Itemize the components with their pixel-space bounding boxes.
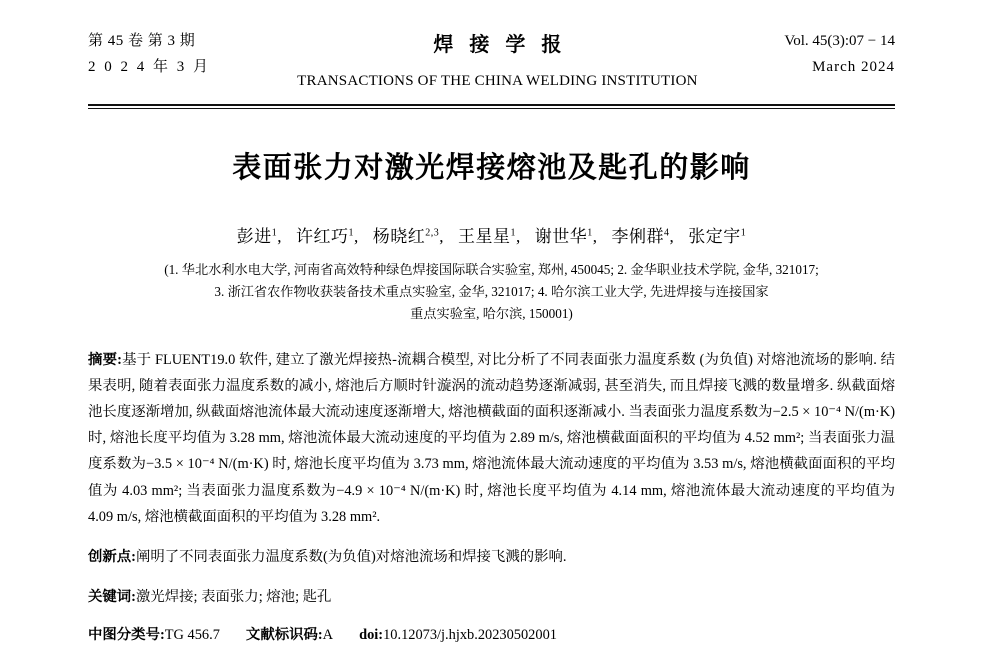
innovation-section (88, 544, 895, 570)
volume-issue: 第 45 卷 第 3 期 (88, 33, 196, 49)
clc-label: 中图分类号: (88, 626, 165, 643)
author-item: 王星星$^1$ (458, 227, 516, 247)
innovation-text: 阐明了不同表面张力温度系数(为负值)对熔池流场和焊接飞溅的影响. (135, 549, 567, 566)
author-item: 谢世华$^1$ (534, 227, 593, 247)
masthead-right (784, 28, 895, 81)
affiliation-line: 重点实验室, 哈尔滨, 150001) (410, 305, 573, 321)
abstract-label: 摘要: (88, 351, 122, 368)
author-item: 杨晓红$^{2,3}$ (372, 227, 440, 247)
page-title: 表面张力对激光焊接熔池及匙孔的影响 (232, 150, 751, 185)
doc-code-value: A (322, 626, 334, 643)
innovation-label: 创新点: (88, 549, 136, 566)
author-item: 许红巧$^1$ (296, 227, 354, 247)
author-item: 彭进$^1$ (236, 227, 278, 247)
abstract-text: 基于 FLUENT19.0 软件, 建立了激光焊接热-流耦合模型, 对比分析了不同表面张力温度系数 (为负值) 对熔池流场的影响. 结果表明, 随着表面张力温度系数的减小, 熔池后方顺时针漩涡的流动趋势逐渐减弱, 甚至消失, 而且焊接飞溅的数量增多. 纵截面熔池长度逐渐增加, 纵截面熔池流体最大流动速度逐渐增大, 熔池横截面的面积逐渐减小. 当表面张力温度系数为−2.5 × 10⁻⁴ N/(m·K) 时, 熔池长度平均值为 3.28 mm, 熔池流体最大流动速度的平均值为 2.89 m/s, 熔池横截面面积的平均值为 4.52 mm²; 当表面张力温度系数为−3.5 × 10⁻⁴ N/(m·K) 时, 熔池长度平均值为 3.73 mm, 熔池流体最大流动速度的平均值为 3.53 m/s, 熔池横截面面积的平均值为 4.03 mm²; 当表面张力温度系数为−4.9 × 10⁻⁴ N/(m·K) 时, 熔池长度平均值为 4.14 mm, 熔池流体最大流动速度的平均值为 4.09 m/s, 熔池横截面面积的平均值为 3.28 mm². (88, 351, 895, 525)
keywords-text: 激光焊接; 表面张力; 熔池; 匙孔 (135, 589, 332, 606)
masthead (88, 22, 895, 94)
issue-date-en: March 2024 (812, 59, 895, 76)
affiliation-line: (1. 华北水利水电大学, 河南省高效特种绿色焊接国际联合实验室, 郑州, 450045; 2. 金华职业技术学院, 金华, 321017; (164, 262, 819, 278)
issue-date-cn: 2 0 2 4 年 3 月 (88, 59, 211, 76)
author-item: 张定宇$^1$ (688, 227, 747, 247)
clc-value: TG 456.7 (164, 626, 220, 643)
affiliation-line: 3. 浙江省农作物收获装备技术重点实验室, 金华, 321017; 4. 哈尔滨工业大学, 先进焊接与连接国家 (214, 284, 769, 300)
affiliation-list (88, 259, 895, 324)
author-item: 李俐群$^4$ (611, 227, 670, 247)
keywords-section (88, 584, 895, 610)
doi-label: doi: (359, 626, 384, 643)
doc-code-label: 文献标识码: (245, 626, 323, 643)
keywords-label: 关键词: (88, 589, 136, 606)
masthead-center (211, 28, 785, 94)
journal-title-cn: 焊接学报 (433, 34, 578, 56)
masthead-divider (88, 104, 895, 109)
doi-value: 10.12073/j.hjxb.20230502001 (383, 626, 557, 643)
abstract-section (88, 347, 895, 531)
journal-title-en: TRANSACTIONS OF THE CHINA WELDING INSTITUTION (297, 73, 698, 89)
author-list: 彭进$^1$, 许红巧$^1$, 杨晓红$^{2,3}$, 王星星$^1$, 谢世华$^1$, 李俐群$^4$, 张定宇$^1$ (236, 227, 747, 247)
volume-issue-pages-en: Vol. 45(3):07 − 14 (784, 33, 895, 49)
classification-line (88, 623, 895, 648)
masthead-left (88, 28, 211, 81)
